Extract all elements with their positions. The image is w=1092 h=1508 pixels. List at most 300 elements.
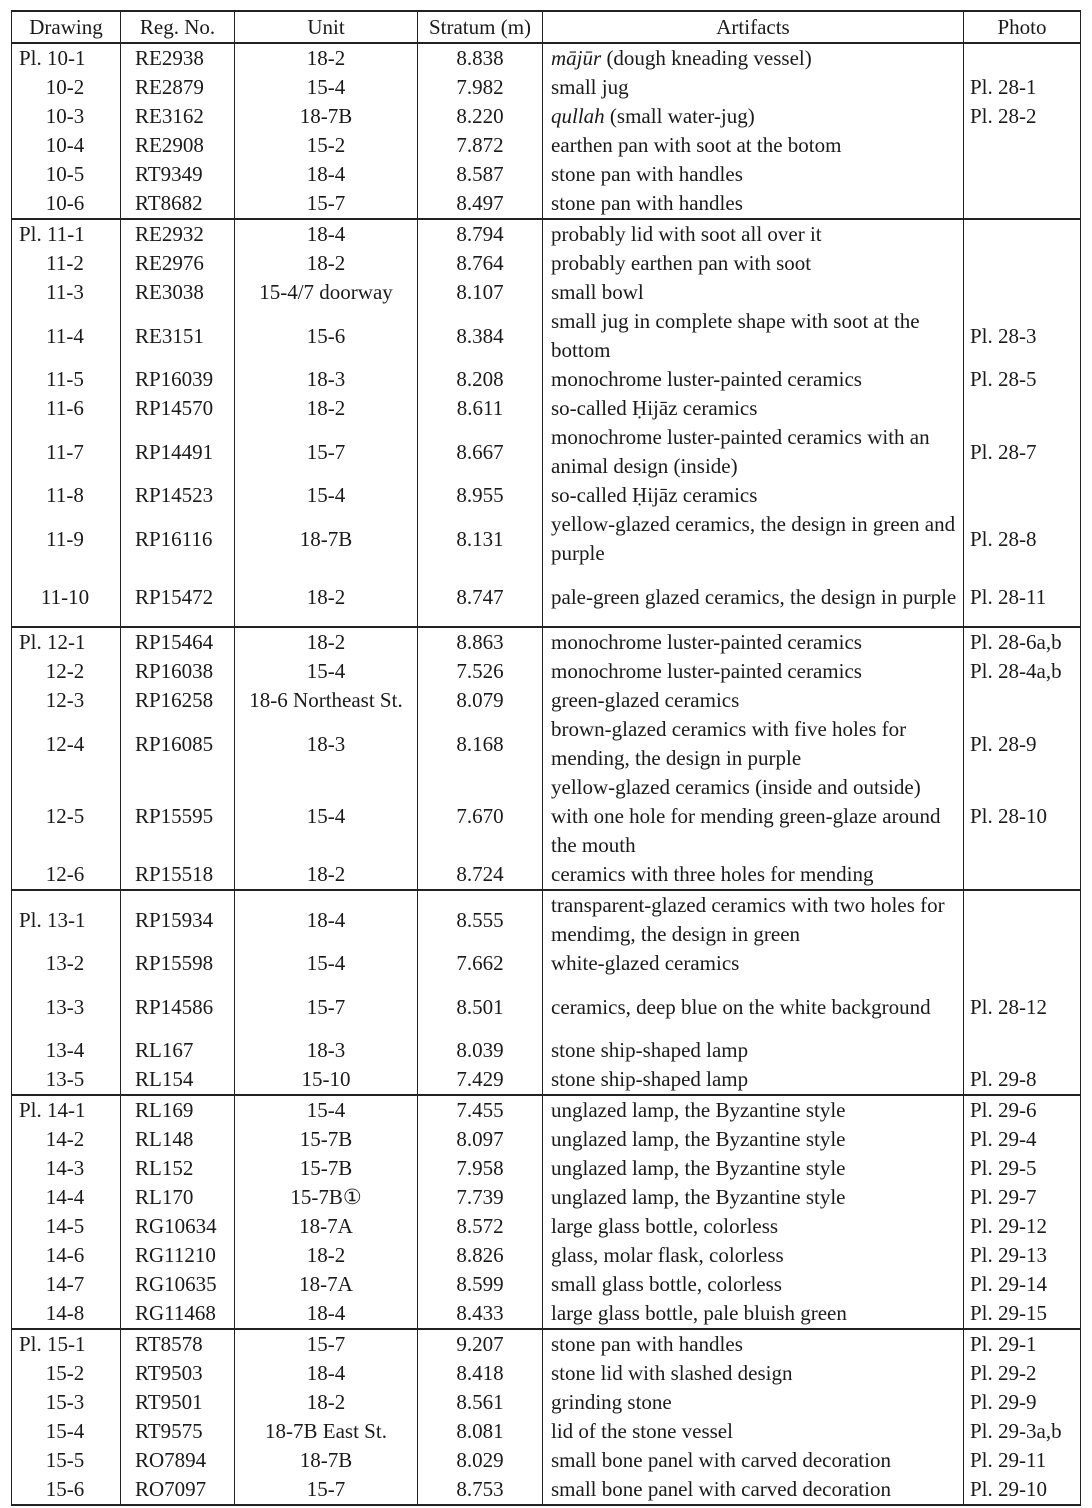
cell-stratum: 7.670 bbox=[418, 773, 543, 860]
table-row bbox=[12, 1388, 1081, 1417]
cell-photo: Pl. 29-1 bbox=[964, 1329, 1081, 1359]
cell-unit: 18-4 bbox=[235, 219, 418, 249]
cell-unit: 15-4 bbox=[235, 657, 418, 686]
cell-reg-no: RT9503 bbox=[121, 1359, 235, 1388]
cell-stratum: 8.599 bbox=[418, 1270, 543, 1299]
table-row bbox=[12, 423, 1081, 481]
cell-stratum: 8.501 bbox=[418, 978, 543, 1036]
cell-drawing: 13-2 bbox=[12, 949, 121, 978]
cell-reg-no: RP14586 bbox=[121, 978, 235, 1036]
cell-stratum: 9.207 bbox=[418, 1329, 543, 1359]
cell-stratum: 7.739 bbox=[418, 1183, 543, 1212]
cell-artifacts: white-glazed ceramics bbox=[543, 949, 964, 978]
cell-artifacts: so-called Ḥijāz ceramics bbox=[543, 394, 964, 423]
cell-photo: Pl. 28-7 bbox=[964, 423, 1081, 481]
cell-reg-no: RE3151 bbox=[121, 307, 235, 365]
cell-reg-no: RT9501 bbox=[121, 1388, 235, 1417]
cell-drawing: 10-4 bbox=[12, 131, 121, 160]
cell-reg-no: RL167 bbox=[121, 1036, 235, 1065]
cell-drawing: 11-4 bbox=[12, 307, 121, 365]
cell-stratum: 8.418 bbox=[418, 1359, 543, 1388]
cell-stratum: 8.384 bbox=[418, 307, 543, 365]
cell-reg-no: RT8578 bbox=[121, 1329, 235, 1359]
cell-artifacts: stone ship-shaped lamp bbox=[543, 1065, 964, 1095]
table-row bbox=[12, 1475, 1081, 1505]
cell-reg-no: RP16085 bbox=[121, 715, 235, 773]
cell-artifacts bbox=[543, 102, 964, 131]
cell-reg-no: RO7097 bbox=[121, 1475, 235, 1505]
cell-photo bbox=[964, 860, 1081, 890]
cell-unit: 18-4 bbox=[235, 890, 418, 949]
cell-reg-no: RP15934 bbox=[121, 890, 235, 949]
cell-artifacts: green-glazed ceramics bbox=[543, 686, 964, 715]
cell-photo bbox=[964, 43, 1081, 73]
cell-drawing: Pl. 12-1 bbox=[12, 627, 121, 657]
cell-artifacts: unglazed lamp, the Byzantine style bbox=[543, 1125, 964, 1154]
cell-reg-no: RP15595 bbox=[121, 773, 235, 860]
cell-unit: 18-2 bbox=[235, 249, 418, 278]
cell-artifacts: so-called Ḥijāz ceramics bbox=[543, 481, 964, 510]
cell-reg-no: RE2938 bbox=[121, 43, 235, 73]
cell-artifacts: monochrome luster-painted ceramics bbox=[543, 627, 964, 657]
artifact-term: qullah bbox=[551, 104, 605, 128]
cell-reg-no: RE2976 bbox=[121, 249, 235, 278]
cell-unit: 18-2 bbox=[235, 627, 418, 657]
cell-stratum: 8.220 bbox=[418, 102, 543, 131]
cell-artifacts bbox=[543, 43, 964, 73]
cell-artifacts: small bowl bbox=[543, 278, 964, 307]
cell-photo: Pl. 29-9 bbox=[964, 1388, 1081, 1417]
cell-artifacts: large glass bottle, colorless bbox=[543, 1212, 964, 1241]
cell-stratum: 8.955 bbox=[418, 481, 543, 510]
cell-photo: Pl. 29-8 bbox=[964, 1065, 1081, 1095]
cell-stratum: 8.208 bbox=[418, 365, 543, 394]
table-row bbox=[12, 278, 1081, 307]
cell-photo: Pl. 28-3 bbox=[964, 307, 1081, 365]
cell-unit: 18-2 bbox=[235, 1388, 418, 1417]
table-row bbox=[12, 657, 1081, 686]
cell-reg-no: RG11210 bbox=[121, 1241, 235, 1270]
artifact-catalog-page bbox=[11, 10, 1080, 1500]
cell-stratum: 8.724 bbox=[418, 860, 543, 890]
cell-artifacts: yellow-glazed ceramics, the design in green and purple bbox=[543, 510, 964, 568]
table-row bbox=[12, 481, 1081, 510]
cell-drawing: 12-6 bbox=[12, 860, 121, 890]
table-row bbox=[12, 890, 1081, 949]
table-row bbox=[12, 860, 1081, 890]
cell-photo: Pl. 28-1 bbox=[964, 73, 1081, 102]
cell-reg-no: RP15518 bbox=[121, 860, 235, 890]
cell-artifacts: ceramics with three holes for mending bbox=[543, 860, 964, 890]
header-unit: Unit bbox=[235, 11, 418, 43]
table-row bbox=[12, 43, 1081, 73]
cell-drawing: 12-4 bbox=[12, 715, 121, 773]
cell-unit: 15-4 bbox=[235, 73, 418, 102]
cell-reg-no: RL152 bbox=[121, 1154, 235, 1183]
cell-photo: Pl. 28-9 bbox=[964, 715, 1081, 773]
cell-photo: Pl. 29-6 bbox=[964, 1095, 1081, 1125]
cell-artifacts: stone pan with handles bbox=[543, 189, 964, 219]
cell-drawing: 15-3 bbox=[12, 1388, 121, 1417]
cell-unit: 15-7B bbox=[235, 1125, 418, 1154]
cell-reg-no: RL154 bbox=[121, 1065, 235, 1095]
cell-stratum: 8.561 bbox=[418, 1388, 543, 1417]
table-row bbox=[12, 1095, 1081, 1125]
cell-unit: 18-7B East St. bbox=[235, 1417, 418, 1446]
table-row bbox=[12, 1065, 1081, 1095]
cell-artifacts: transparent-glazed ceramics with two holes for mendimg, the design in green bbox=[543, 890, 964, 949]
cell-drawing: 10-2 bbox=[12, 73, 121, 102]
cell-photo: Pl. 29-7 bbox=[964, 1183, 1081, 1212]
cell-artifacts: small jug in complete shape with soot at the bottom bbox=[543, 307, 964, 365]
cell-photo bbox=[964, 249, 1081, 278]
cell-artifacts: stone pan with handles bbox=[543, 160, 964, 189]
cell-stratum: 8.838 bbox=[418, 43, 543, 73]
cell-unit: 18-2 bbox=[235, 394, 418, 423]
cell-photo bbox=[964, 131, 1081, 160]
cell-drawing: 14-6 bbox=[12, 1241, 121, 1270]
cell-stratum: 8.826 bbox=[418, 1241, 543, 1270]
cell-artifacts: unglazed lamp, the Byzantine style bbox=[543, 1154, 964, 1183]
cell-artifacts: small bone panel with carved decoration bbox=[543, 1475, 964, 1505]
cell-artifacts: small jug bbox=[543, 73, 964, 102]
cell-unit: 18-6 Northeast St. bbox=[235, 686, 418, 715]
cell-photo bbox=[964, 949, 1081, 978]
cell-reg-no: RE3162 bbox=[121, 102, 235, 131]
cell-unit: 15-7 bbox=[235, 1475, 418, 1505]
cell-photo: Pl. 28-2 bbox=[964, 102, 1081, 131]
cell-unit: 15-4 bbox=[235, 949, 418, 978]
cell-photo: Pl. 28-10 bbox=[964, 773, 1081, 860]
cell-unit: 15-7 bbox=[235, 423, 418, 481]
cell-reg-no: RE2908 bbox=[121, 131, 235, 160]
cell-photo: Pl. 28-8 bbox=[964, 510, 1081, 568]
table-row bbox=[12, 189, 1081, 219]
cell-drawing: 15-5 bbox=[12, 1446, 121, 1475]
artifact-description: (small water-jug) bbox=[604, 104, 755, 128]
cell-reg-no: RP14491 bbox=[121, 423, 235, 481]
cell-photo bbox=[964, 890, 1081, 949]
cell-artifacts: glass, molar flask, colorless bbox=[543, 1241, 964, 1270]
cell-drawing: 14-7 bbox=[12, 1270, 121, 1299]
cell-photo: Pl. 29-13 bbox=[964, 1241, 1081, 1270]
cell-artifacts: brown-glazed ceramics with five holes for mending, the design in purple bbox=[543, 715, 964, 773]
cell-photo bbox=[964, 219, 1081, 249]
cell-unit: 15-6 bbox=[235, 307, 418, 365]
cell-artifacts: probably lid with soot all over it bbox=[543, 219, 964, 249]
cell-unit: 18-3 bbox=[235, 365, 418, 394]
cell-artifacts: stone ship-shaped lamp bbox=[543, 1036, 964, 1065]
cell-stratum: 7.662 bbox=[418, 949, 543, 978]
cell-reg-no: RP15464 bbox=[121, 627, 235, 657]
cell-photo bbox=[964, 160, 1081, 189]
artifact-description: (dough kneading vessel) bbox=[601, 46, 812, 70]
cell-unit: 18-3 bbox=[235, 1036, 418, 1065]
header-reg-no: Reg. No. bbox=[121, 11, 235, 43]
cell-unit: 18-4 bbox=[235, 160, 418, 189]
header-drawing: Drawing bbox=[12, 11, 121, 43]
cell-stratum: 8.747 bbox=[418, 568, 543, 627]
table-row bbox=[12, 1183, 1081, 1212]
table-row bbox=[12, 1036, 1081, 1065]
cell-stratum: 8.131 bbox=[418, 510, 543, 568]
cell-photo: Pl. 28-12 bbox=[964, 978, 1081, 1036]
cell-reg-no: RE2932 bbox=[121, 219, 235, 249]
cell-photo: Pl. 28-6a,b bbox=[964, 627, 1081, 657]
cell-artifacts: grinding stone bbox=[543, 1388, 964, 1417]
cell-photo: Pl. 29-15 bbox=[964, 1299, 1081, 1329]
table-row bbox=[12, 1417, 1081, 1446]
cell-drawing: 11-7 bbox=[12, 423, 121, 481]
cell-reg-no: RE2879 bbox=[121, 73, 235, 102]
cell-stratum: 7.526 bbox=[418, 657, 543, 686]
cell-drawing: 10-6 bbox=[12, 189, 121, 219]
cell-unit: 18-7B bbox=[235, 102, 418, 131]
cell-unit: 18-3 bbox=[235, 715, 418, 773]
table-row bbox=[12, 249, 1081, 278]
cell-reg-no: RT9349 bbox=[121, 160, 235, 189]
table-row bbox=[12, 1125, 1081, 1154]
cell-photo: Pl. 29-10 bbox=[964, 1475, 1081, 1505]
cell-stratum: 8.029 bbox=[418, 1446, 543, 1475]
cell-reg-no: RP15472 bbox=[121, 568, 235, 627]
cell-drawing: 14-4 bbox=[12, 1183, 121, 1212]
table-header-row bbox=[12, 11, 1081, 43]
cell-artifacts: pale-green glazed ceramics, the design in purple bbox=[543, 568, 964, 627]
cell-drawing: 13-5 bbox=[12, 1065, 121, 1095]
cell-stratum: 8.587 bbox=[418, 160, 543, 189]
table-row bbox=[12, 1241, 1081, 1270]
cell-stratum: 8.433 bbox=[418, 1299, 543, 1329]
cell-unit: 15-7 bbox=[235, 978, 418, 1036]
cell-unit: 18-4 bbox=[235, 1299, 418, 1329]
cell-artifacts: monochrome luster-painted ceramics with an animal design (inside) bbox=[543, 423, 964, 481]
cell-artifacts: monochrome luster-painted ceramics bbox=[543, 365, 964, 394]
cell-drawing: 11-3 bbox=[12, 278, 121, 307]
cell-unit: 18-7B bbox=[235, 1446, 418, 1475]
cell-reg-no: RG10634 bbox=[121, 1212, 235, 1241]
cell-stratum: 8.572 bbox=[418, 1212, 543, 1241]
cell-stratum: 8.611 bbox=[418, 394, 543, 423]
cell-drawing: 12-3 bbox=[12, 686, 121, 715]
cell-unit: 18-7A bbox=[235, 1270, 418, 1299]
table-row bbox=[12, 1359, 1081, 1388]
cell-stratum: 8.667 bbox=[418, 423, 543, 481]
cell-photo: Pl. 28-11 bbox=[964, 568, 1081, 627]
cell-reg-no: RL148 bbox=[121, 1125, 235, 1154]
cell-stratum: 8.863 bbox=[418, 627, 543, 657]
cell-drawing: 14-2 bbox=[12, 1125, 121, 1154]
cell-photo: Pl. 28-4a,b bbox=[964, 657, 1081, 686]
cell-drawing: 14-3 bbox=[12, 1154, 121, 1183]
cell-drawing: Pl. 14-1 bbox=[12, 1095, 121, 1125]
cell-drawing: 11-10 bbox=[12, 568, 121, 627]
cell-photo: Pl. 29-14 bbox=[964, 1270, 1081, 1299]
cell-photo: Pl. 29-2 bbox=[964, 1359, 1081, 1388]
cell-stratum: 7.455 bbox=[418, 1095, 543, 1125]
table-row bbox=[12, 715, 1081, 773]
cell-photo: Pl. 29-12 bbox=[964, 1212, 1081, 1241]
table-body bbox=[12, 43, 1081, 1505]
cell-artifacts: probably earthen pan with soot bbox=[543, 249, 964, 278]
cell-stratum: 8.097 bbox=[418, 1125, 543, 1154]
cell-drawing: 11-6 bbox=[12, 394, 121, 423]
header-stratum: Stratum (m) bbox=[418, 11, 543, 43]
cell-unit: 15-7B bbox=[235, 1154, 418, 1183]
cell-reg-no: RL170 bbox=[121, 1183, 235, 1212]
cell-photo bbox=[964, 481, 1081, 510]
cell-artifacts: monochrome luster-painted ceramics bbox=[543, 657, 964, 686]
cell-reg-no: RP14523 bbox=[121, 481, 235, 510]
cell-reg-no: RP16039 bbox=[121, 365, 235, 394]
cell-drawing: 11-8 bbox=[12, 481, 121, 510]
cell-drawing: 13-4 bbox=[12, 1036, 121, 1065]
cell-drawing: 11-2 bbox=[12, 249, 121, 278]
table-row bbox=[12, 394, 1081, 423]
table-row bbox=[12, 949, 1081, 978]
cell-unit: 15-10 bbox=[235, 1065, 418, 1095]
cell-stratum: 7.958 bbox=[418, 1154, 543, 1183]
cell-reg-no: RP16038 bbox=[121, 657, 235, 686]
table-row bbox=[12, 1446, 1081, 1475]
cell-unit: 18-2 bbox=[235, 860, 418, 890]
cell-stratum: 7.982 bbox=[418, 73, 543, 102]
cell-drawing: 11-5 bbox=[12, 365, 121, 394]
cell-photo: Pl. 29-4 bbox=[964, 1125, 1081, 1154]
table-row bbox=[12, 510, 1081, 568]
table-row bbox=[12, 978, 1081, 1036]
artifact-table bbox=[11, 10, 1081, 1506]
cell-drawing: 12-2 bbox=[12, 657, 121, 686]
cell-drawing: Pl. 15-1 bbox=[12, 1329, 121, 1359]
cell-artifacts: unglazed lamp, the Byzantine style bbox=[543, 1095, 964, 1125]
cell-unit: 15-4 bbox=[235, 773, 418, 860]
cell-stratum: 8.794 bbox=[418, 219, 543, 249]
cell-unit: 15-4 bbox=[235, 1095, 418, 1125]
cell-drawing: 15-6 bbox=[12, 1475, 121, 1505]
cell-reg-no: RL169 bbox=[121, 1095, 235, 1125]
table-row bbox=[12, 686, 1081, 715]
cell-unit: 15-2 bbox=[235, 131, 418, 160]
cell-stratum: 8.107 bbox=[418, 278, 543, 307]
table-row bbox=[12, 131, 1081, 160]
table-row bbox=[12, 773, 1081, 860]
cell-artifacts: small glass bottle, colorless bbox=[543, 1270, 964, 1299]
cell-artifacts: small bone panel with carved decoration bbox=[543, 1446, 964, 1475]
cell-reg-no: RP14570 bbox=[121, 394, 235, 423]
table-row bbox=[12, 1329, 1081, 1359]
cell-drawing: 13-3 bbox=[12, 978, 121, 1036]
cell-stratum: 8.555 bbox=[418, 890, 543, 949]
table-row bbox=[12, 365, 1081, 394]
table-row bbox=[12, 102, 1081, 131]
cell-stratum: 8.753 bbox=[418, 1475, 543, 1505]
cell-stratum: 8.079 bbox=[418, 686, 543, 715]
cell-photo bbox=[964, 394, 1081, 423]
cell-artifacts: stone pan with handles bbox=[543, 1329, 964, 1359]
cell-reg-no: RP16116 bbox=[121, 510, 235, 568]
cell-stratum: 8.081 bbox=[418, 1417, 543, 1446]
cell-reg-no: RP16258 bbox=[121, 686, 235, 715]
header-photo: Photo bbox=[964, 11, 1081, 43]
cell-unit: 18-7B bbox=[235, 510, 418, 568]
cell-unit: 18-2 bbox=[235, 1241, 418, 1270]
cell-artifacts: earthen pan with soot at the botom bbox=[543, 131, 964, 160]
cell-unit: 18-4 bbox=[235, 1359, 418, 1388]
table-row bbox=[12, 160, 1081, 189]
cell-reg-no: RP15598 bbox=[121, 949, 235, 978]
artifact-term: mājūr bbox=[551, 46, 602, 70]
cell-photo: Pl. 29-3a,b bbox=[964, 1417, 1081, 1446]
cell-drawing: 10-5 bbox=[12, 160, 121, 189]
cell-stratum: 7.872 bbox=[418, 131, 543, 160]
cell-photo: Pl. 28-5 bbox=[964, 365, 1081, 394]
table-row bbox=[12, 219, 1081, 249]
cell-drawing: Pl. 10-1 bbox=[12, 43, 121, 73]
cell-reg-no: RG11468 bbox=[121, 1299, 235, 1329]
cell-reg-no: RG10635 bbox=[121, 1270, 235, 1299]
cell-stratum: 7.429 bbox=[418, 1065, 543, 1095]
cell-reg-no: RO7894 bbox=[121, 1446, 235, 1475]
cell-unit: 15-7 bbox=[235, 189, 418, 219]
cell-unit: 15-7 bbox=[235, 1329, 418, 1359]
cell-photo bbox=[964, 278, 1081, 307]
cell-drawing: 14-5 bbox=[12, 1212, 121, 1241]
cell-drawing: 12-5 bbox=[12, 773, 121, 860]
cell-drawing: 11-9 bbox=[12, 510, 121, 568]
cell-artifacts: unglazed lamp, the Byzantine style bbox=[543, 1183, 964, 1212]
cell-photo bbox=[964, 189, 1081, 219]
cell-artifacts: lid of the stone vessel bbox=[543, 1417, 964, 1446]
cell-unit: 15-4 bbox=[235, 481, 418, 510]
table-row bbox=[12, 73, 1081, 102]
table-row bbox=[12, 1154, 1081, 1183]
cell-stratum: 8.764 bbox=[418, 249, 543, 278]
table-row bbox=[12, 627, 1081, 657]
cell-drawing: 15-2 bbox=[12, 1359, 121, 1388]
table-row bbox=[12, 568, 1081, 627]
cell-unit: 18-7A bbox=[235, 1212, 418, 1241]
cell-drawing: 10-3 bbox=[12, 102, 121, 131]
cell-photo: Pl. 29-5 bbox=[964, 1154, 1081, 1183]
cell-unit: 15-7B① bbox=[235, 1183, 418, 1212]
cell-drawing: 15-4 bbox=[12, 1417, 121, 1446]
cell-stratum: 8.497 bbox=[418, 189, 543, 219]
table-row bbox=[12, 1212, 1081, 1241]
table-row bbox=[12, 307, 1081, 365]
cell-photo: Pl. 29-11 bbox=[964, 1446, 1081, 1475]
cell-artifacts: yellow-glazed ceramics (inside and outside) with one hole for mending green-glaze around the mouth bbox=[543, 773, 964, 860]
cell-photo bbox=[964, 1036, 1081, 1065]
cell-reg-no: RT9575 bbox=[121, 1417, 235, 1446]
cell-artifacts: large glass bottle, pale bluish green bbox=[543, 1299, 964, 1329]
cell-artifacts: ceramics, deep blue on the white background bbox=[543, 978, 964, 1036]
cell-drawing: Pl. 11-1 bbox=[12, 219, 121, 249]
cell-artifacts: stone lid with slashed design bbox=[543, 1359, 964, 1388]
cell-unit: 18-2 bbox=[235, 568, 418, 627]
cell-unit: 18-2 bbox=[235, 43, 418, 73]
cell-reg-no: RE3038 bbox=[121, 278, 235, 307]
header-artifacts: Artifacts bbox=[543, 11, 964, 43]
table-row bbox=[12, 1270, 1081, 1299]
cell-stratum: 8.039 bbox=[418, 1036, 543, 1065]
cell-photo bbox=[964, 686, 1081, 715]
table-row bbox=[12, 1299, 1081, 1329]
cell-drawing: 14-8 bbox=[12, 1299, 121, 1329]
cell-unit: 15-4/7 doorway bbox=[235, 278, 418, 307]
cell-drawing: Pl. 13-1 bbox=[12, 890, 121, 949]
cell-reg-no: RT8682 bbox=[121, 189, 235, 219]
